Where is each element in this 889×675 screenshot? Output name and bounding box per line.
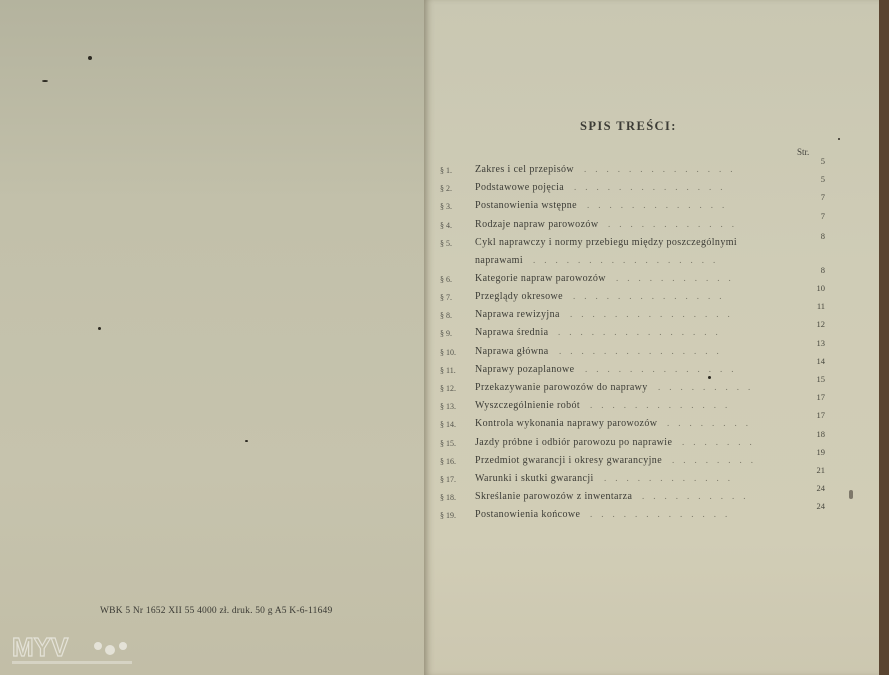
- toc-entry: [440, 410, 825, 436]
- toc-entry: [440, 230, 825, 273]
- paper-speck: [42, 80, 48, 82]
- toc-page-number: 21: [816, 465, 825, 475]
- toc-section-number: § 5.: [440, 238, 452, 248]
- toc-entry-title: Naprawa główna: [475, 345, 549, 357]
- toc-entry: [440, 374, 825, 403]
- toc-dot-leader: .............: [590, 400, 737, 411]
- toc-entry: [440, 319, 825, 345]
- toc-page-number: 13: [816, 337, 825, 348]
- toc-page-number: 14: [816, 355, 825, 366]
- toc-section-number: § 8.: [440, 311, 452, 321]
- toc-entry: [440, 192, 825, 218]
- toc-entry-title: Warunki i skutki gwarancji: [475, 473, 594, 484]
- toc-entry: [440, 446, 825, 473]
- toc-page-number: 17: [816, 392, 825, 403]
- toc-page-number: 19: [816, 446, 825, 457]
- toc-dot-leader: ............: [604, 473, 739, 483]
- toc-dot-leader: .............: [590, 509, 737, 520]
- toc-dot-leader: ............: [608, 218, 743, 229]
- toc-dot-leader: ..............: [574, 182, 732, 193]
- toc-page-number: 7: [820, 192, 825, 203]
- toc-dot-leader: ...............: [570, 309, 739, 320]
- toc-entry-title-continued: naprawami: [475, 254, 524, 266]
- toc-entry: [440, 264, 825, 291]
- toc-page-number: 15: [816, 374, 825, 384]
- toc-page-number: 7: [820, 210, 825, 221]
- toc-entry-title: Postanowienia wstępne: [475, 200, 577, 212]
- toc-entry-title: Postanowienia końcowe: [475, 509, 581, 521]
- toc-section-number: § 19.: [440, 511, 456, 521]
- paper-speck: [849, 490, 853, 499]
- toc-dot-leader: .......: [682, 436, 761, 447]
- toc-section-number: § 15.: [440, 438, 456, 448]
- toc-entry: [440, 355, 825, 382]
- toc-page-number: 5: [820, 156, 825, 166]
- toc-page-number: 24: [816, 483, 825, 494]
- toc-entry: [440, 174, 825, 203]
- toc-page-number: 5: [820, 174, 825, 185]
- toc-page-number: 8: [820, 264, 825, 275]
- toc-title: SPIS TREŚCI:: [580, 119, 677, 133]
- toc-section-number: § 1.: [440, 166, 452, 175]
- paper-speck: [98, 327, 101, 330]
- toc-page-number: 11: [816, 301, 825, 312]
- toc-section-number: § 3.: [440, 202, 452, 212]
- toc-entry: [440, 501, 825, 527]
- toc-dot-leader: .............: [587, 200, 734, 211]
- paper-speck: [838, 138, 840, 140]
- printer-imprint: WBK 5 Nr 1652 XII 55 4000 zł. druk. 50 g A5 K-6-11649: [100, 606, 333, 616]
- toc-entry: [440, 283, 825, 312]
- toc-entry: [440, 465, 825, 494]
- toc-dot-leader: ..............: [585, 363, 743, 374]
- toc-section-number: § 18.: [440, 493, 456, 503]
- toc-entry: [440, 301, 825, 330]
- toc-entry: [440, 337, 825, 364]
- toc-section-number: § 14.: [440, 420, 456, 430]
- paper-speck: [88, 56, 92, 60]
- toc-entry-title: Rodzaje napraw parowozów: [475, 218, 599, 230]
- toc-dot-leader: .................: [533, 254, 725, 265]
- watermark-logo: [10, 628, 135, 668]
- toc-entry-title: Wyszczególnienie robót: [475, 400, 581, 412]
- toc-section-number: § 6.: [440, 274, 452, 284]
- toc-dot-leader: ........: [667, 418, 757, 429]
- toc-section-number: § 9.: [440, 329, 452, 339]
- toc-dot-leader: ..........: [642, 491, 755, 502]
- toc-section-number: § 12.: [440, 384, 456, 393]
- toc-entry-title: Cykl naprawczy i normy przebiegu między poszczególnymi: [475, 236, 738, 248]
- toc-entry-title: Jazdy próbne i odbiór parowozu po naprawie: [475, 436, 673, 448]
- toc-entry-title: Przeglądy okresowe: [475, 291, 564, 302]
- toc-section-number: § 16.: [440, 456, 456, 466]
- toc-entry-title: Kontrola wykonania naprawy parowozów: [475, 418, 658, 430]
- toc-dot-leader: ...........: [616, 272, 740, 283]
- toc-page-number: 17: [816, 410, 825, 421]
- toc-page-number: 24: [816, 501, 825, 512]
- toc-entry-title: Naprawy pozaplanowe: [475, 363, 575, 375]
- toc-entry-title: Podstawowe pojęcia: [475, 182, 565, 194]
- toc-dot-leader: ...............: [559, 345, 728, 356]
- toc-entry-title: Kategorie napraw parowozów: [475, 272, 606, 284]
- toc-entry-title: Naprawa rewizyjna: [475, 309, 560, 321]
- toc-dot-leader: ..............: [584, 164, 742, 174]
- toc-entry: [440, 428, 825, 455]
- toc-entry-title: Skreślanie parowozów z inwentarza: [475, 491, 633, 503]
- paper-speck: [708, 376, 711, 379]
- toc-page-number: 10: [816, 283, 825, 293]
- toc-entry-title: Zakres i cel przepisów: [475, 164, 575, 175]
- toc-entry-title: Przekazywanie parowozów do naprawy: [475, 382, 648, 393]
- toc-entry-title: Naprawa średnia: [475, 327, 549, 339]
- toc-entry: [440, 483, 825, 512]
- toc-dot-leader: ...............: [558, 327, 727, 338]
- toc-entry: [440, 392, 825, 421]
- page-column-label: Str.: [797, 147, 810, 157]
- left-page: [0, 0, 425, 675]
- toc-section-number: § 17.: [440, 475, 456, 484]
- toc-section-number: § 2.: [440, 184, 452, 194]
- toc-section-number: § 10.: [440, 347, 456, 357]
- toc-entry: [440, 156, 825, 185]
- svg-text:MYV: MYV: [12, 632, 69, 662]
- toc-dot-leader: ........: [672, 454, 762, 465]
- toc-dot-leader: .........: [658, 382, 760, 392]
- toc-page-number: 8: [820, 230, 825, 241]
- book-edge: [879, 0, 889, 675]
- toc-section-number: § 4.: [440, 220, 452, 230]
- toc-page-number: 12: [816, 319, 825, 330]
- toc-entry: [440, 210, 825, 237]
- toc-page-number: 18: [816, 428, 825, 439]
- paper-speck: [245, 440, 248, 442]
- toc-section-number: § 11.: [440, 365, 456, 375]
- toc-section-number: § 7.: [440, 293, 452, 302]
- toc-entry-title: Przedmiot gwarancji i okresy gwarancyjne: [475, 454, 663, 466]
- toc-dot-leader: ..............: [573, 291, 731, 301]
- toc-section-number: § 13.: [440, 402, 456, 412]
